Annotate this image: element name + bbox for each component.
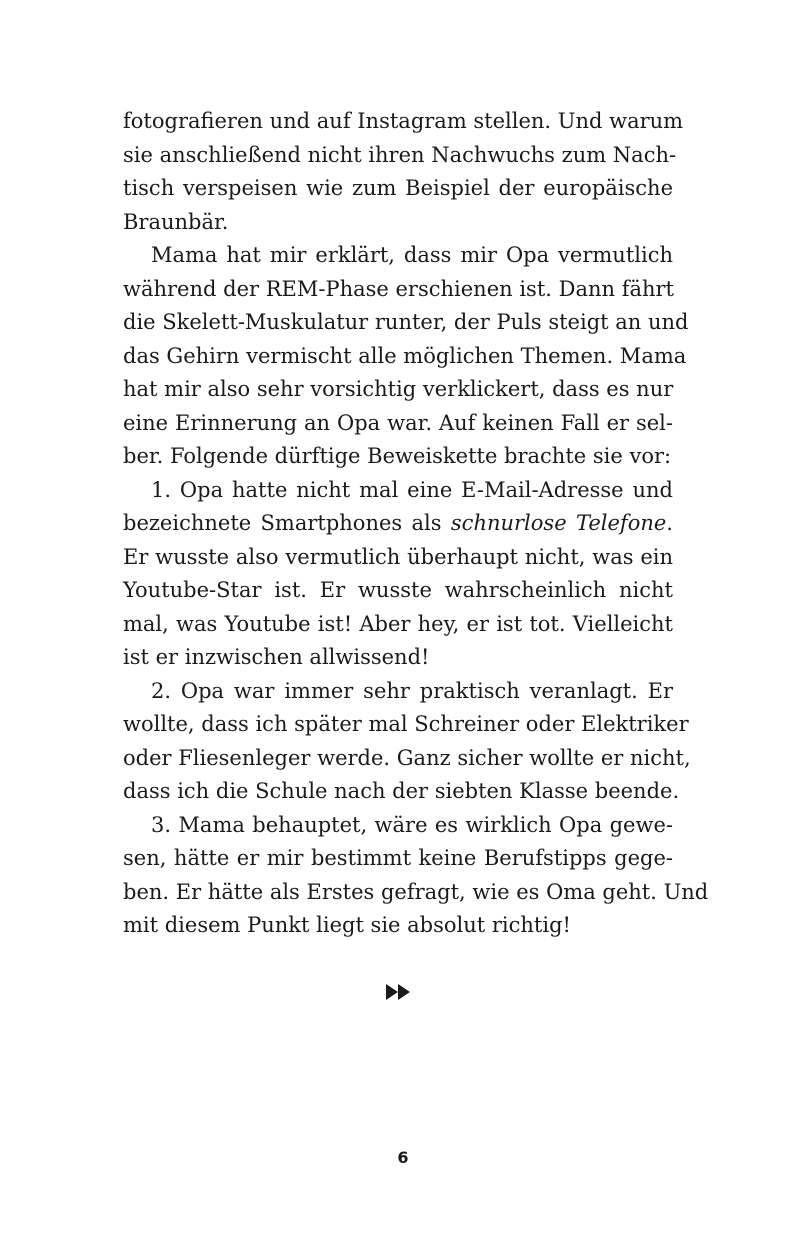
text-line: ist er inzwischen allwissend! (123, 645, 430, 669)
text-line: Er wusste also vermutlich überhaupt nicht, was ein (123, 544, 673, 569)
text-line: 3. Mama behauptet, wäre es wirklich Opa gewe- (151, 812, 673, 837)
text-line: das Gehirn vermischt alle möglichen Themen. Mama (123, 343, 687, 368)
text-line (123, 507, 673, 541)
text-line: die Skelett-Muskulatur runter, der Puls steigt an und (123, 310, 689, 334)
text-line: Braunbär. (123, 209, 229, 234)
text-line: 1. Opa hatte nicht mal eine E-Mail-Adresse und (151, 477, 673, 502)
text-line: hat mir also sehr vorsichtig verklickert, dass es nur (123, 377, 674, 401)
text-line: Mama hat mir erklärt, dass mir Opa vermutlich (151, 243, 673, 267)
text-line: ben. Er hätte als Erstes gefragt, wie es Oma geht. Und (123, 879, 709, 904)
page-number: 6 (397, 1148, 409, 1167)
text-line: mit diesem Punkt liegt sie absolut richtig! (123, 913, 571, 937)
text-line: fotografieren und auf Instagram stellen. Und warum (123, 109, 684, 133)
text-line: oder Fliesenleger werde. Ganz sicher wollte er nicht, (123, 745, 691, 770)
text-line: tisch verspeisen wie zum Beispiel der europäische (123, 176, 673, 200)
text-line: wollte, dass ich später mal Schreiner oder Elektriker (123, 712, 689, 736)
text-line: ber. Folgende dürftige Beweiskette brachte sie vor: (123, 444, 672, 468)
double-arrow-right-icon (386, 983, 412, 1001)
text-line: dass ich die Schule nach der siebten Klasse beende. (123, 779, 680, 803)
text-fragment: bezeichnete Smartphones als (123, 511, 451, 535)
text-fragment: . (666, 511, 673, 535)
text-line: mal, was Youtube ist! Aber hey, er ist tot. Vielleicht (123, 611, 673, 636)
body-text (123, 105, 709, 943)
text-line: 2. Opa war immer sehr praktisch veranlagt. Er (151, 678, 673, 703)
text-line: während der REM-Phase erschienen ist. Dann fährt (123, 276, 674, 301)
text-line: sen, hätte er mir bestimmt keine Berufstipps gege- (123, 846, 673, 870)
text-line: eine Erinnerung an Opa war. Auf keinen Fall er sel- (123, 410, 673, 435)
text-line: sie anschließend nicht ihren Nachwuchs zum Nach- (123, 142, 677, 167)
text-line: Youtube-Star ist. Er wusste wahrscheinlich nicht (123, 578, 673, 602)
emphasized-term: schnurlose Telefone (450, 511, 667, 535)
